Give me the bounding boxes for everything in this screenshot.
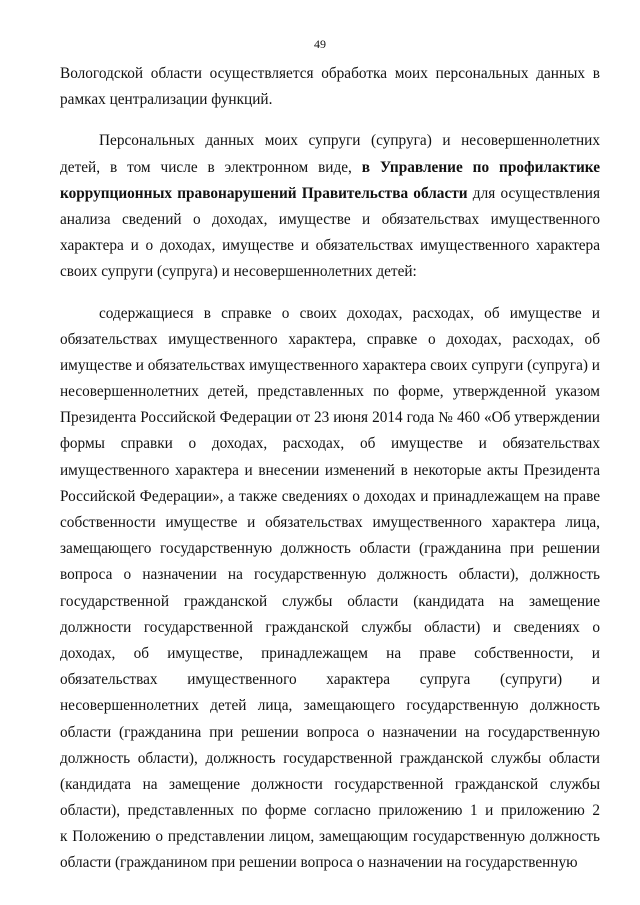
paragraph-gap <box>60 113 600 128</box>
page-number: 49 <box>314 37 326 51</box>
text-line <box>60 207 600 233</box>
paragraph-gap <box>60 286 600 301</box>
text-run: области (гражданином при решении вопроса о назначении на государственную <box>60 854 578 872</box>
text-line <box>60 405 600 431</box>
text-line <box>60 850 600 876</box>
text-line <box>60 155 600 181</box>
text-line <box>60 128 600 154</box>
text-line <box>60 641 600 667</box>
text-run: имуществе и обязательствах имущественного характера своих супруги (супруга) и <box>60 356 600 374</box>
bold-text: коррупционных правонарушений Правительства области <box>60 184 468 202</box>
text-run: должность области), должность государственной гражданской службы области <box>60 749 600 767</box>
text-run: обязательствах имущественного характера супруга (супруги) и <box>60 671 600 689</box>
bold-text: в Управление по профилактике <box>361 158 600 176</box>
text-run: собственности имуществе и обязательствах имущественного характера лица, <box>60 514 600 531</box>
text-run: характера и о доходах, имуществе и обязательствах имущественного характера <box>60 237 600 255</box>
text-line <box>60 458 600 484</box>
text-line <box>60 667 600 693</box>
text-line <box>60 259 600 285</box>
text-line <box>60 61 600 87</box>
text-line <box>60 301 600 327</box>
paragraph-p2 <box>60 128 600 285</box>
text-line <box>60 562 600 588</box>
text-line <box>60 87 600 113</box>
text-line <box>60 484 600 510</box>
text-run: Вологодской области осуществляется обработка моих персональных данных в <box>60 65 600 82</box>
text-run: детей, в том числе в электронном виде, <box>60 158 362 176</box>
text-run: содержащиеся в справке о своих доходах, расходах, об имуществе и <box>99 304 600 322</box>
text-run: имущественного характера и внесении изменений в некоторые акты Президента <box>60 461 600 479</box>
text-line <box>60 615 600 641</box>
text-line <box>60 772 600 798</box>
text-run: Персональных данных моих супруги (супруга) и несовершеннолетних <box>99 132 600 150</box>
text-run: обязательствах имущественного характера, справке о доходах, расходах, об <box>60 330 600 348</box>
text-run: Президента Российской Федерации от 23 июня 2014 года № 460 «Об утверждении <box>60 409 600 427</box>
text-line <box>60 379 600 405</box>
text-line <box>60 536 600 562</box>
text-run: области (гражданина при решении вопроса о назначении на государственную <box>60 723 600 741</box>
text-line <box>60 510 600 536</box>
paragraph-p1 <box>60 61 600 113</box>
text-line <box>60 824 600 850</box>
text-run: Российской Федерации», а также сведениях о доходах и принадлежащем на праве <box>60 487 600 505</box>
text-line <box>60 589 600 615</box>
text-run: замещающего государственную должность области (гражданина при решении <box>60 540 600 558</box>
text-line <box>60 693 600 719</box>
text-run: своих супруги (супруга) и несовершеннолетних детей: <box>60 263 417 281</box>
paragraph-p3 <box>60 301 600 877</box>
text-run: государственной гражданской службы области (кандидата на замещение <box>60 592 600 610</box>
text-run: доходах, об имуществе, принадлежащем на праве собственности, и <box>60 644 600 662</box>
text-line <box>60 181 600 207</box>
text-run: рамках централизации функций. <box>60 91 273 109</box>
text-line <box>60 746 600 772</box>
text-run: для осуществления <box>467 184 600 202</box>
text-line <box>60 233 600 259</box>
text-line <box>60 720 600 746</box>
text-run: области), представленных по форме согласно приложению 1 и приложению 2 <box>60 802 600 820</box>
text-run: анализа сведений о доходах, имуществе и обязательствах имущественного <box>60 210 600 228</box>
text-run: (кандидата на замещение должности государственной гражданской службы <box>60 775 600 793</box>
text-run: к Положению о представлении лицом, замещающим государственную должность <box>60 828 600 846</box>
document-body <box>60 61 600 877</box>
text-run: несовершеннолетних детей лица, замещающего государственную должность <box>60 697 600 715</box>
text-run: формы справки о доходах, расходах, об имуществе и обязательствах <box>60 435 600 453</box>
text-run: должности государственной гражданской службы области) и сведениях о <box>60 618 600 636</box>
text-run: несовершеннолетних детей, представленных по форме, утвержденной указом <box>60 383 600 401</box>
text-line <box>60 327 600 353</box>
text-line <box>60 798 600 824</box>
text-run: вопроса о назначении на государственную должность области), должность <box>60 566 600 584</box>
text-line <box>60 353 600 379</box>
text-line <box>60 431 600 457</box>
